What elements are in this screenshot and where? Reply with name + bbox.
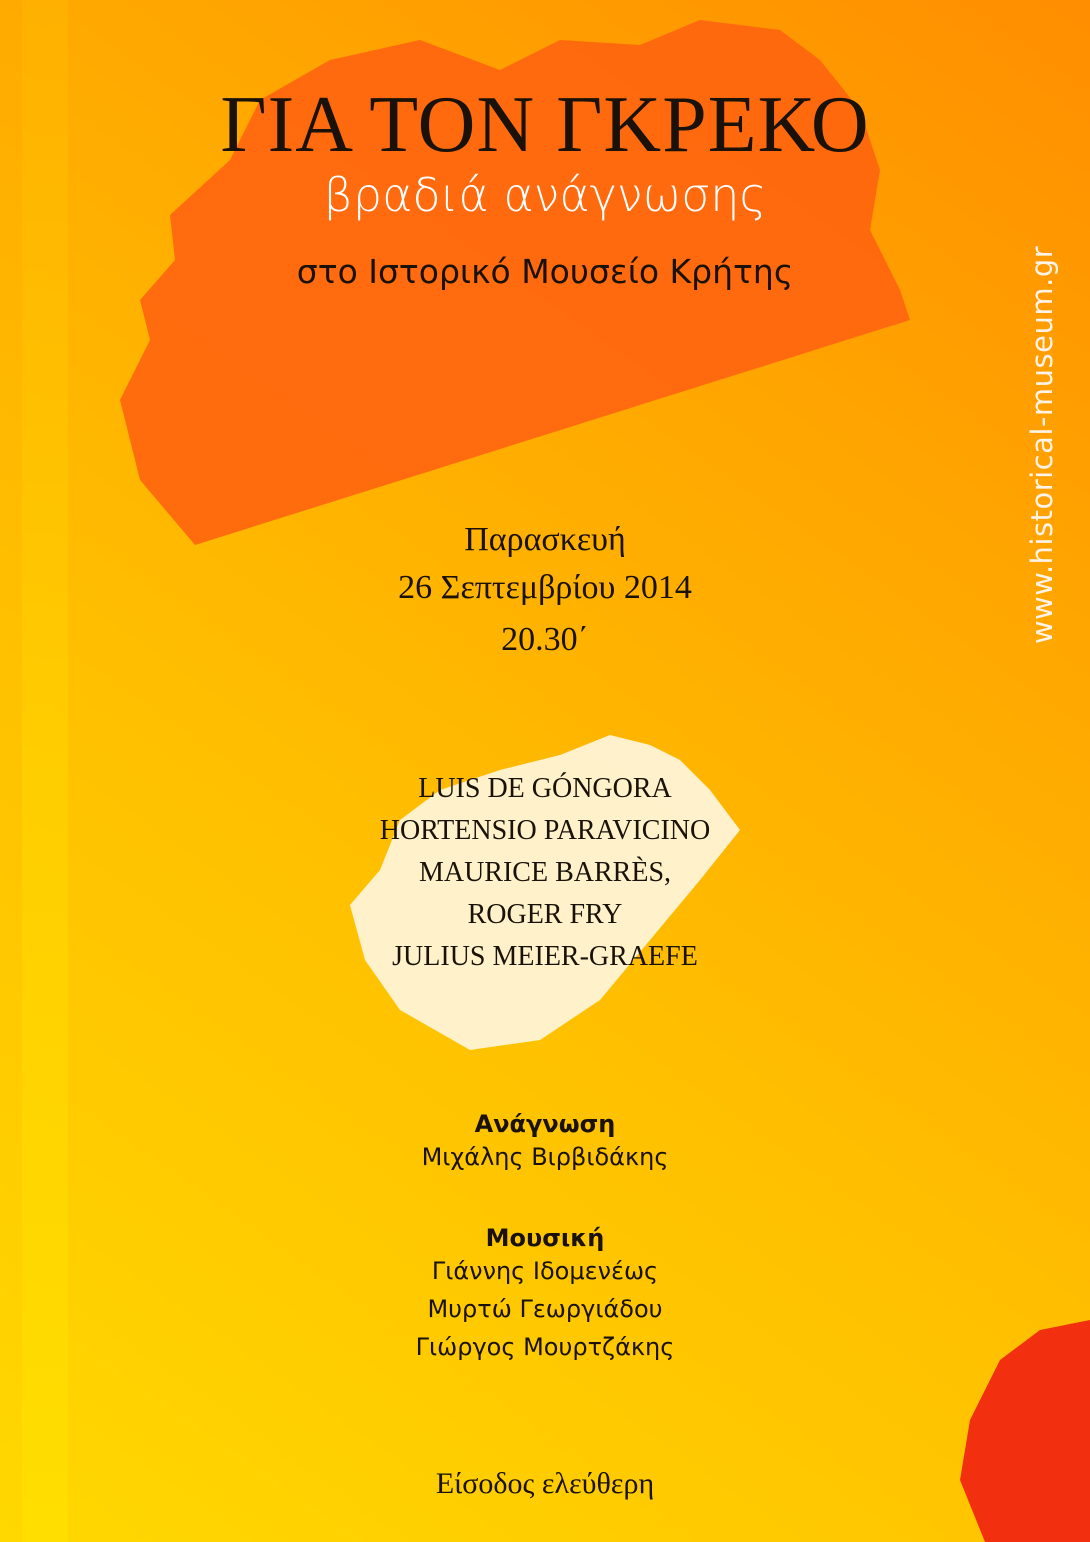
event-date: 26 Σεπτεμβρίου 2014	[398, 569, 692, 606]
event-time: 20.30΄	[501, 621, 589, 658]
poster-title: ΓΙΑ ΤΟΝ ΓΚΡΕΚΟ	[220, 81, 870, 169]
reader-name: Μιχάλης Βιρβιδάκης	[421, 1143, 669, 1171]
author: MAURICE BARRÈS,	[418, 857, 672, 888]
venue: στο Ιστορικό Μουσείο Κρήτης	[296, 252, 794, 291]
author: JULIUS MEIER-GRAEFE	[392, 941, 698, 972]
event-day: Παρασκευή	[464, 521, 626, 558]
reading-section	[0, 1110, 1090, 1176]
author: HORTENSIO PARAVICINO	[379, 815, 711, 846]
poster-subtitle: βραδιά ανάγνωσης	[323, 168, 767, 222]
musician-name: Μυρτώ Γεωργιάδου	[427, 1295, 663, 1323]
website-link[interactable]: www.historical-museum.gr	[1025, 245, 1059, 645]
author: ROGER FRY	[467, 899, 623, 930]
admission-note: Είσοδος ελεύθερη	[435, 1467, 655, 1500]
author-list	[0, 768, 1090, 978]
music-label: Μουσική	[485, 1224, 605, 1252]
reading-label: Ανάγνωση	[474, 1110, 616, 1138]
musician-name: Γιάννης Ιδομενέως	[431, 1257, 659, 1285]
author: LUIS DE GÓNGORA	[418, 773, 672, 804]
music-section	[0, 1224, 1090, 1366]
musician-name: Γιώργος Μουρτζάκης	[415, 1333, 675, 1361]
